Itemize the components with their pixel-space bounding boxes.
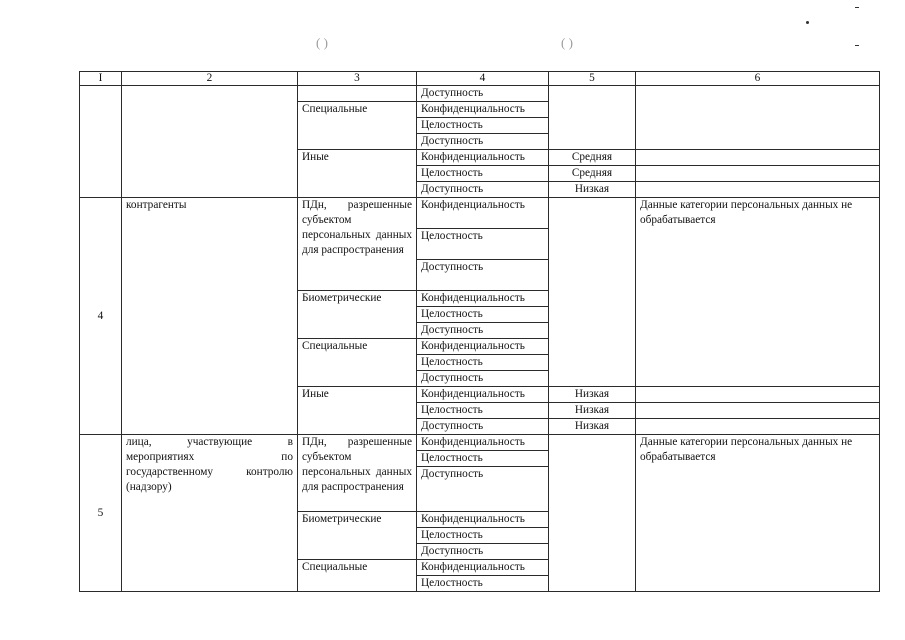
column-header: 4 [417, 72, 549, 86]
level-cell: Низкая [549, 182, 636, 198]
subject-cell: лица, участвующие в мероприятиях по государственному контролю (надзору) [122, 435, 298, 592]
attribute-cell: Доступность [417, 467, 549, 512]
attribute-cell: Доступность [417, 419, 549, 435]
attribute-cell: Конфиденциальность [417, 512, 549, 528]
attribute-cell: Доступность [417, 323, 549, 339]
level-cell [549, 198, 636, 387]
category-cell: Иные [298, 387, 417, 435]
attribute-cell: Доступность [417, 86, 549, 102]
subject-cell: контрагенты [122, 198, 298, 435]
category-cell: ПДн, разрешенные субъектом персональных данных для распространения [298, 435, 417, 512]
header-mark-right: ( ) [561, 35, 573, 50]
attribute-cell: Целостность [417, 576, 549, 592]
level-cell: Средняя [549, 166, 636, 182]
category-cell [298, 86, 417, 102]
attribute-cell: Целостность [417, 229, 549, 260]
column-header: I [80, 72, 122, 86]
scan-speck [855, 45, 859, 46]
category-cell: Биометрические [298, 291, 417, 339]
table-header-row [80, 72, 880, 86]
note-cell: Данные категории персональных данных не обрабатывается [636, 435, 880, 592]
attribute-cell: Целостность [417, 528, 549, 544]
category-cell: Специальные [298, 339, 417, 387]
scan-speck [855, 7, 859, 8]
note-cell [636, 387, 880, 403]
category-cell: Специальные [298, 560, 417, 592]
attribute-cell: Целостность [417, 166, 549, 182]
group-number-cell [80, 86, 122, 198]
level-cell [549, 86, 636, 150]
level-cell: Низкая [549, 403, 636, 419]
level-cell [549, 435, 636, 592]
attribute-cell: Конфиденциальность [417, 150, 549, 166]
level-cell: Низкая [549, 419, 636, 435]
column-header: 6 [636, 72, 880, 86]
level-cell: Низкая [549, 387, 636, 403]
category-cell: ПДн, разрешенные субъектом персональных данных для распространения [298, 198, 417, 291]
note-cell [636, 403, 880, 419]
header-mark-left: ( ) [316, 35, 328, 50]
attribute-cell: Конфиденциальность [417, 339, 549, 355]
attribute-cell: Доступность [417, 371, 549, 387]
attribute-cell: Целостность [417, 451, 549, 467]
column-header: 2 [122, 72, 298, 86]
table-row [80, 435, 880, 451]
attribute-cell: Целостность [417, 355, 549, 371]
attribute-cell: Конфиденциальность [417, 291, 549, 307]
scan-speck [806, 21, 809, 24]
category-cell: Биометрические [298, 512, 417, 560]
attribute-cell: Целостность [417, 307, 549, 323]
attribute-cell: Конфиденциальность [417, 560, 549, 576]
column-header: 3 [298, 72, 417, 86]
note-cell [636, 150, 880, 166]
category-cell: Иные [298, 150, 417, 198]
column-header: 5 [549, 72, 636, 86]
note-cell [636, 182, 880, 198]
security-attributes-table [79, 71, 880, 592]
attribute-cell: Конфиденциальность [417, 387, 549, 403]
attribute-cell: Целостность [417, 403, 549, 419]
subject-cell [122, 86, 298, 198]
note-cell [636, 86, 880, 150]
group-number-cell: 5 [80, 435, 122, 592]
category-cell: Специальные [298, 102, 417, 150]
attribute-cell: Доступность [417, 260, 549, 291]
attribute-cell: Доступность [417, 182, 549, 198]
attribute-cell: Конфиденциальность [417, 198, 549, 229]
attribute-cell: Целостность [417, 118, 549, 134]
note-cell [636, 166, 880, 182]
note-cell: Данные категории персональных данных не обрабатывается [636, 198, 880, 387]
table-row [80, 86, 880, 102]
table-row [80, 198, 880, 229]
attribute-cell: Доступность [417, 134, 549, 150]
attribute-cell: Конфиденциальность [417, 435, 549, 451]
attribute-cell: Конфиденциальность [417, 102, 549, 118]
note-cell [636, 419, 880, 435]
level-cell: Средняя [549, 150, 636, 166]
attribute-cell: Доступность [417, 544, 549, 560]
group-number-cell: 4 [80, 198, 122, 435]
